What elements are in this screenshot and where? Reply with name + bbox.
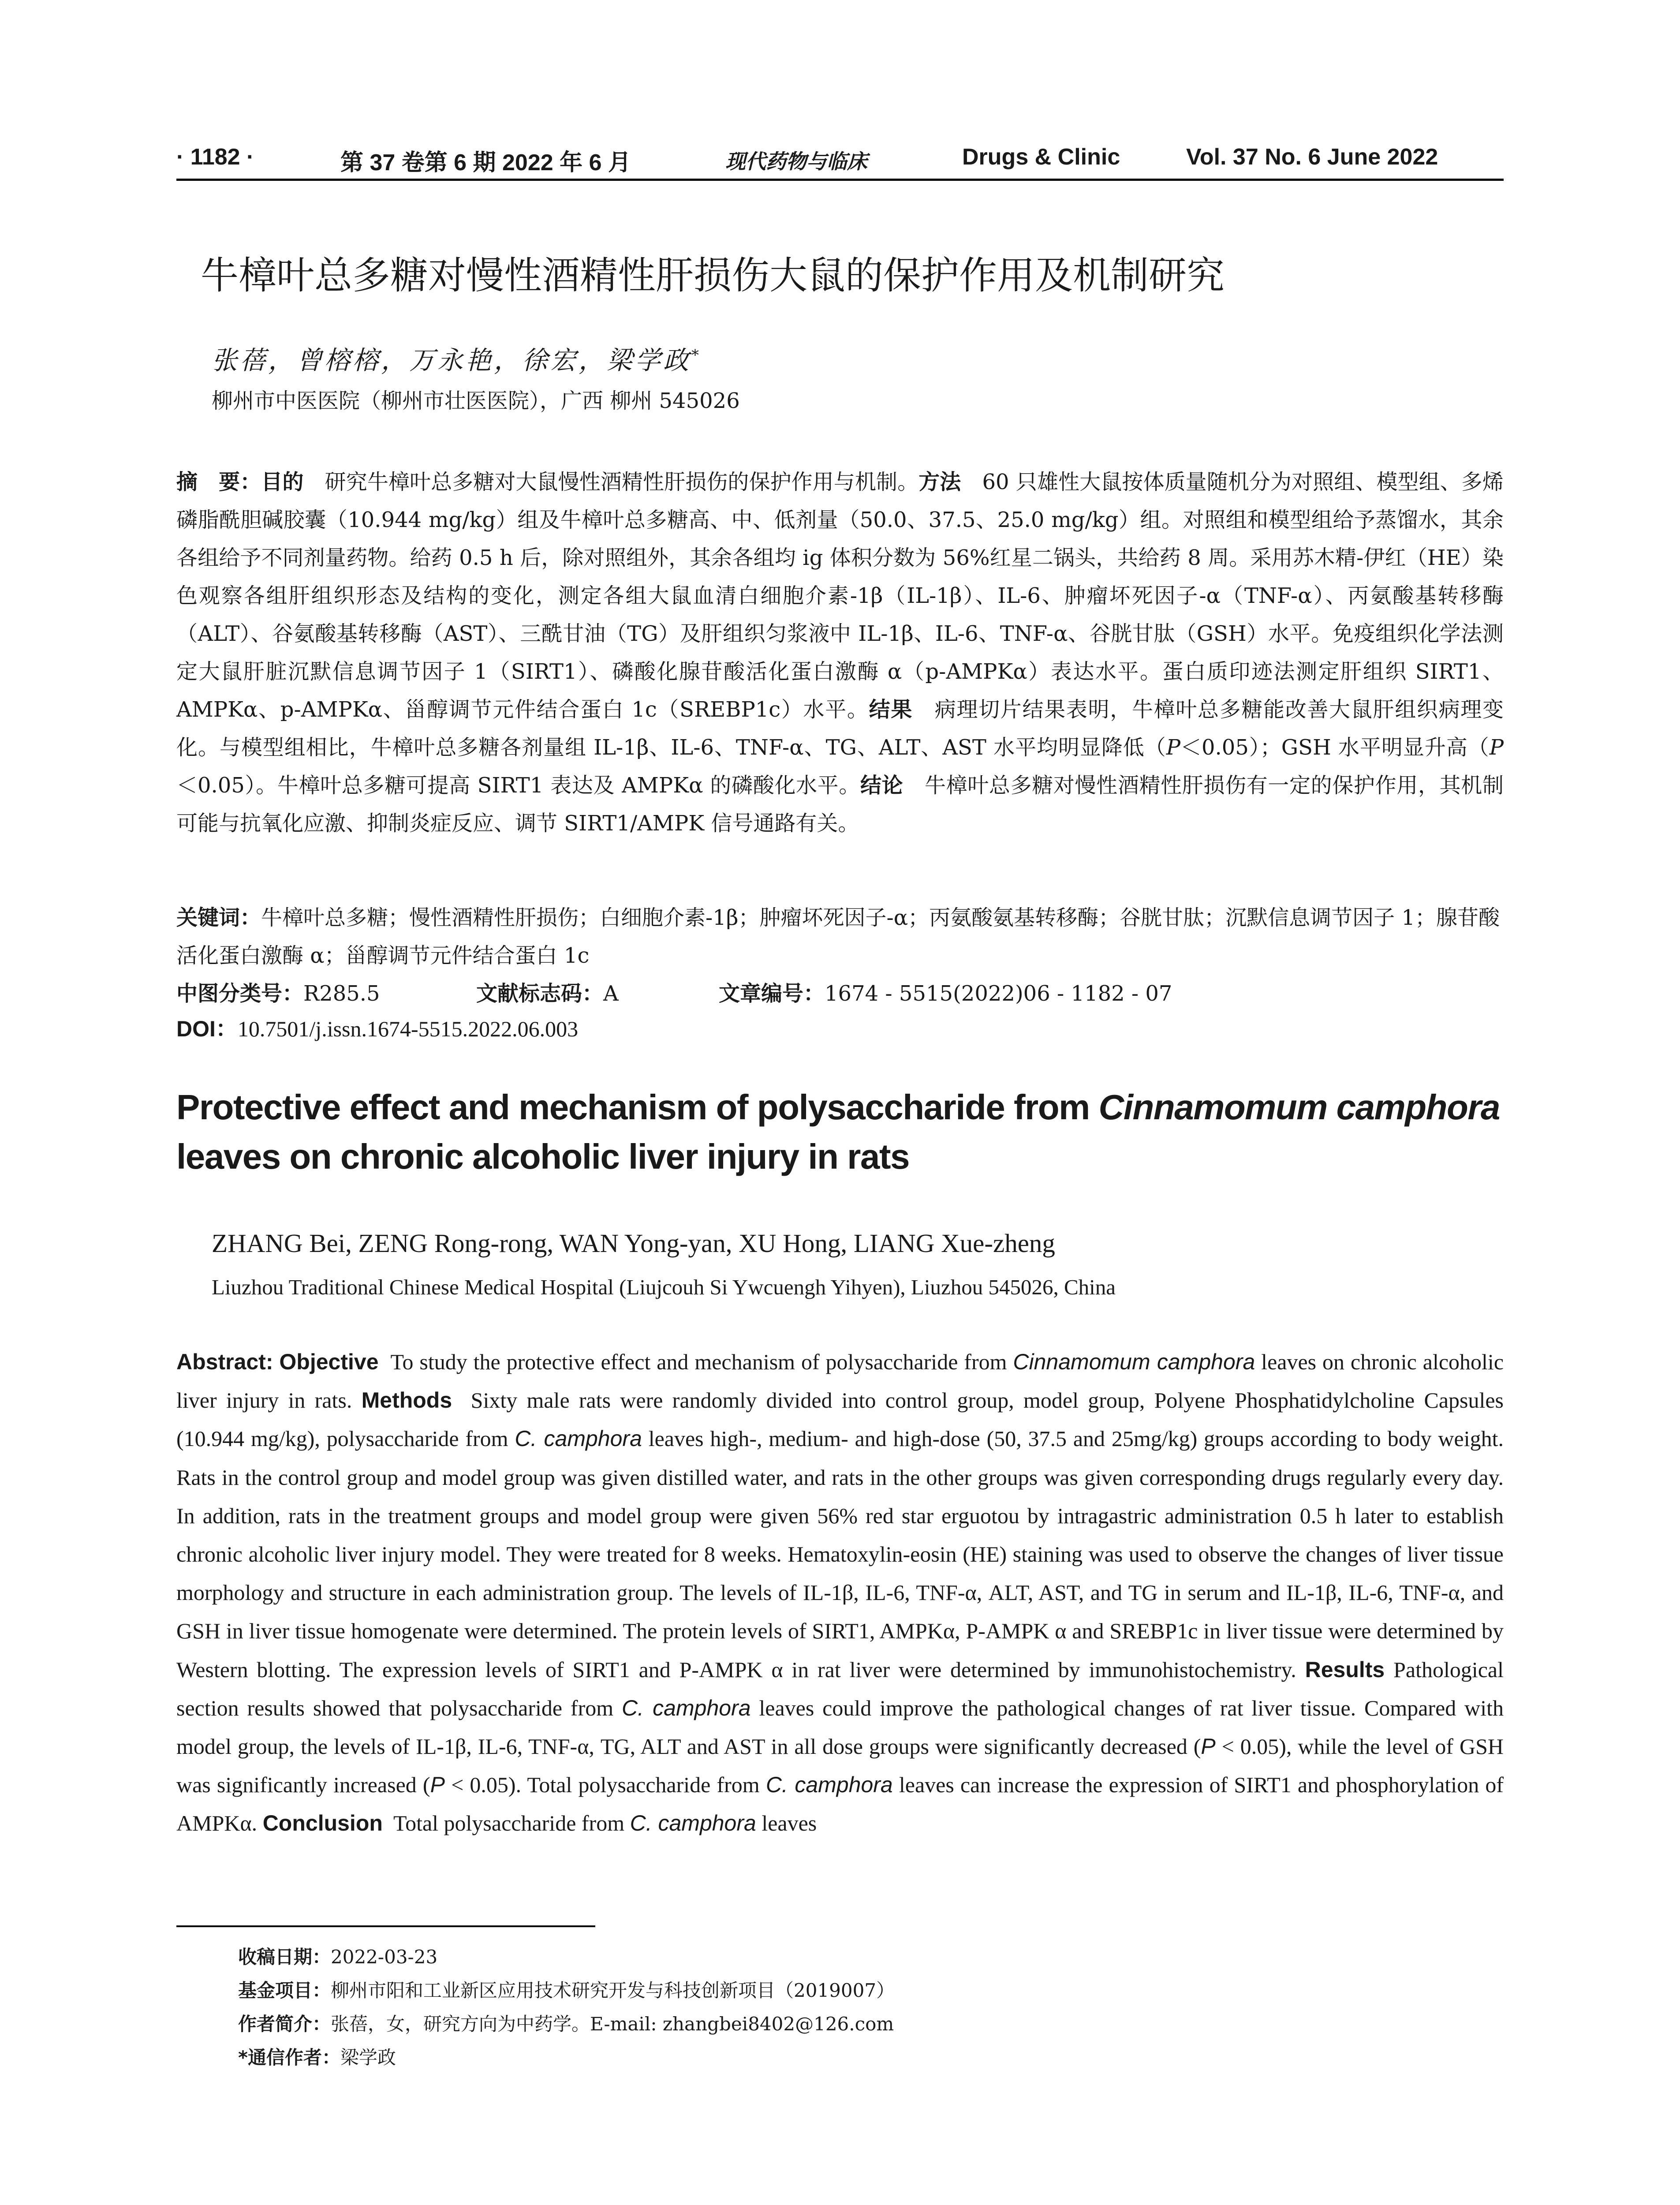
authors-cn [212, 340, 702, 377]
objective-text-cn: 研究牛樟叶总多糖对大鼠慢性酒精性肝损伤的保护作用与机制。 [325, 470, 919, 494]
document-code [476, 975, 619, 1013]
species-en-2: C. camphora [515, 1426, 642, 1451]
page-number: · 1182 · [176, 144, 254, 170]
methods-label-en: Methods [361, 1388, 452, 1413]
conclusion-label-cn: 结论 [860, 773, 903, 798]
author-profile [238, 2007, 1473, 2041]
footnote-rule [176, 1925, 595, 1927]
clc-label: 中图分类号： [176, 981, 304, 1006]
received-label: 收稿日期： [238, 1946, 331, 1968]
results-text-cn-b: ＜0.05）；GSH 水平明显升高（ [1180, 735, 1490, 760]
results-text-en-d: < 0.05). Total polysaccharide from [444, 1772, 766, 1798]
title-en-part1: Protective effect and mechanism of polysaccharide from [176, 1088, 1099, 1127]
doi [176, 1010, 1504, 1048]
running-header [176, 138, 1504, 182]
journal-name-cn: 现代药物与临床 [725, 149, 867, 173]
authors-cn-names: 张蓓，曾榕榕，万永艳，徐宏，梁学政 [212, 345, 692, 375]
corresponding-author-value: 梁学政 [340, 2047, 396, 2068]
abstract-cn-label: 摘 要： [176, 470, 261, 494]
abstract-en-label: Abstract: [176, 1349, 273, 1374]
methods-text-en-b: leaves high-, medium- and high-dose (50, 37.5 and 25mg/kg) groups according to body weight. Rats in the control group and model group was given distilled water, and rats in the other groups was given corresponding drugs regularly every day. In addition, rats in the treatment groups and model group were given 56% red star erguotou by intragastric administration 0.5 h later to establish chronic alcoholic liver injury model. They were treated for 8 weeks. Hematoxylin-eosin (HE) staining was used to observe the changes of liver tissue morphology and structure in each administration group. The levels of IL-1β, IL-6, TNF-α, ALT, AST, and TG in serum and IL-1β, IL-6, TNF-α, and GSH in liver tissue homogenate were determined. The protein levels of SIRT1, AMPKα, P-AMPK α and SREBP1c in liver tissue were determined by Western blotting. The expression levels of SIRT1 and P-AMPK α in rat liver were determined by immunohistochemistry. [176, 1426, 1504, 1682]
volume-issue-cn: 第 37 卷第 6 期 2022 年 6 月 [340, 150, 631, 176]
results-text-en-c: < 0.05), while the level of GSH was significantly increased ( [176, 1734, 1504, 1798]
affiliation-en: Liuzhou Traditional Chinese Medical Hospital (Liujcouh Si Ywcuengh Yihyen), Liuzhou 545026, China [212, 1275, 1116, 1299]
clc-value: R285.5 [303, 981, 380, 1006]
methods-label-cn: 方法 [918, 470, 961, 494]
corresponding-author [238, 2041, 1473, 2074]
fund-project [238, 1974, 1473, 2007]
p-symbol-cn: P [1166, 735, 1180, 760]
corresponding-author-label: *通信作者： [238, 2047, 340, 2068]
objective-label-en: Objective [279, 1349, 379, 1374]
objective-text-en-b: leaves on chronic alcoholic liver injury in rats. [176, 1349, 1504, 1413]
doi-value[interactable]: 10.7501/j.issn.1674-5515.2022.06.003 [237, 1017, 579, 1041]
conclusion-text-en-b: leaves [756, 1811, 817, 1836]
p-symbol-en-1: P [1201, 1734, 1216, 1759]
journal-name-en: Drugs & Clinic [962, 144, 1120, 170]
title-cn: 牛樟叶总多糖对慢性酒精性肝损伤大鼠的保护作用及机制研究 [201, 254, 1225, 298]
results-label-en: Results [1305, 1657, 1385, 1682]
results-text-cn-c: ＜0.05）。牛樟叶总多糖可提高 SIRT1 表达及 AMPKα 的磷酸化水平。 [176, 773, 860, 798]
abstract-cn [176, 463, 1504, 842]
results-text-en-e: leaves can increase the expression of SIRT1 and phosphorylation of AMPKα. [176, 1772, 1504, 1836]
conclusion-text-cn: 牛樟叶总多糖对慢性酒精性肝损伤有一定的保护作用，其机制可能与抗氧化应激、抑制炎症反应、调节 SIRT1/AMPK 信号通路有关。 [176, 773, 1504, 836]
conclusion-label-en: Conclusion [262, 1811, 383, 1836]
p-symbol-en-2: P [430, 1772, 445, 1798]
fund-label: 基金项目： [238, 1980, 331, 2001]
methods-text-en-a: Sixty male rats were randomly divided into control group, model group, Polyene Phosphatidylcholine Capsules (10.944 mg/kg), polysaccharide from [176, 1388, 1504, 1451]
results-text-cn-a: 病理切片结果表明，牛樟叶总多糖能改善大鼠肝组织病理变化。与模型组相比，牛樟叶总多糖各剂量组 IL-1β、IL-6、TNF-α、TG、ALT、AST 水平均明显降低（ [176, 697, 1504, 760]
doc-code-label: 文献标志码： [476, 981, 604, 1006]
footnotes [238, 1940, 1473, 2074]
received-value: 2022-03-23 [331, 1946, 438, 1968]
received-date [238, 1940, 1473, 1974]
author-profile-value: 张蓓，女，研究方向为中药学。E-mail: zhangbei8402@126.com [331, 2013, 894, 2035]
clc-number [176, 975, 380, 1013]
species-en-5: C. camphora [630, 1811, 756, 1836]
methods-text-cn: 60 只雄性大鼠按体质量随机分为对照组、模型组、多烯磷脂酰胆碱胶囊（10.944 mg/kg）组及牛樟叶总多糖高、中、低剂量（50.0、37.5、25.0 mg/kg）组。对照组和模型组给予蒸馏水，其余各组给予不同剂量药物。给药 0.5 h 后，除对照组外，其余各组均 ig 体积分数为 56%红星二锅头，共给药 8 周。采用苏木精-伊红（HE）染色观察各组肝组织形态及结构的变化，测定各组大鼠血清白细胞介素-1β（IL-1β）、IL-6、肿瘤坏死因子-α（TNF-α）、丙氨酸基转移酶（ALT）、谷氨酸基转移酶（AST）、三酰甘油（TG）及肝组织匀浆液中 IL-1β、IL-6、TNF-α、谷胱甘肽（GSH）水平。免疫组织化学法测定大鼠肝脏沉默信息调节因子 1（SIRT1）、磷酸化腺苷酸活化蛋白激酶 α（p-AMPKα）表达水平。蛋白质印迹法测定肝组织 SIRT1、AMPKα、p-AMPKα、甾醇调节元件结合蛋白 1c（SREBP1c）水平。 [176, 470, 1504, 722]
species-en-3: C. camphora [621, 1695, 751, 1720]
author-profile-label: 作者简介： [238, 2013, 331, 2035]
affiliation-cn: 柳州市中医医院（柳州市壮医医院），广西 柳州 545026 [212, 389, 740, 413]
species-en-4: C. camphora [765, 1772, 893, 1798]
article-number [719, 975, 1172, 1013]
corresponding-mark: * [691, 346, 702, 364]
results-text-en-b: leaves could improve the pathological changes of rat liver tissue. Compared with model group, the levels of IL-1β, IL-6, TNF-α, TG, ALT and AST in all dose groups were significantly decreased ( [176, 1695, 1504, 1759]
abstract-en [176, 1343, 1504, 1843]
conclusion-text-en-a: Total polysaccharide from [393, 1811, 630, 1836]
article-number-label: 文章编号： [719, 981, 825, 1006]
keywords-text-cn: 牛樟叶总多糖；慢性酒精性肝损伤；白细胞介素-1β；肿瘤坏死因子-α；丙氨酸氨基转移酶；谷胱甘肽；沉默信息调节因子 1；腺苷酸活化蛋白激酶 α；甾醇调节元件结合蛋白 1c [176, 905, 1500, 968]
p-symbol-cn-2: P [1489, 735, 1504, 760]
title-en-species: Cinnamomum camphora [1098, 1088, 1500, 1127]
results-text-en-a: Pathological section results showed that polysaccharide from [176, 1657, 1504, 1720]
volume-issue-en: Vol. 37 No. 6 June 2022 [1186, 144, 1438, 170]
objective-label-cn: 目的 [261, 470, 304, 494]
keywords-label-cn: 关键词： [176, 905, 261, 930]
authors-en: ZHANG Bei, ZENG Rong-rong, WAN Yong-yan, XU Hong, LIANG Xue-zheng [212, 1229, 1055, 1258]
keywords-cn [176, 899, 1504, 975]
species-en-1: Cinnamomum camphora [1013, 1349, 1255, 1374]
doc-code-value: A [603, 981, 619, 1006]
article-number-value: 1674 - 5515(2022)06 - 1182 - 07 [825, 981, 1172, 1006]
doi-label: DOI： [176, 1017, 238, 1041]
fund-value: 柳州市阳和工业新区应用技术研究开发与科技创新项目（2019007） [331, 1980, 895, 2001]
title-en [176, 1083, 1526, 1181]
header-rule [176, 179, 1504, 181]
classification-row [176, 975, 1504, 1013]
title-en-part2: leaves on chronic alcoholic liver injury in rats [176, 1137, 909, 1176]
objective-text-en-a: To study the protective effect and mechanism of polysaccharide from [390, 1349, 1013, 1374]
results-label-cn: 结果 [869, 697, 913, 722]
